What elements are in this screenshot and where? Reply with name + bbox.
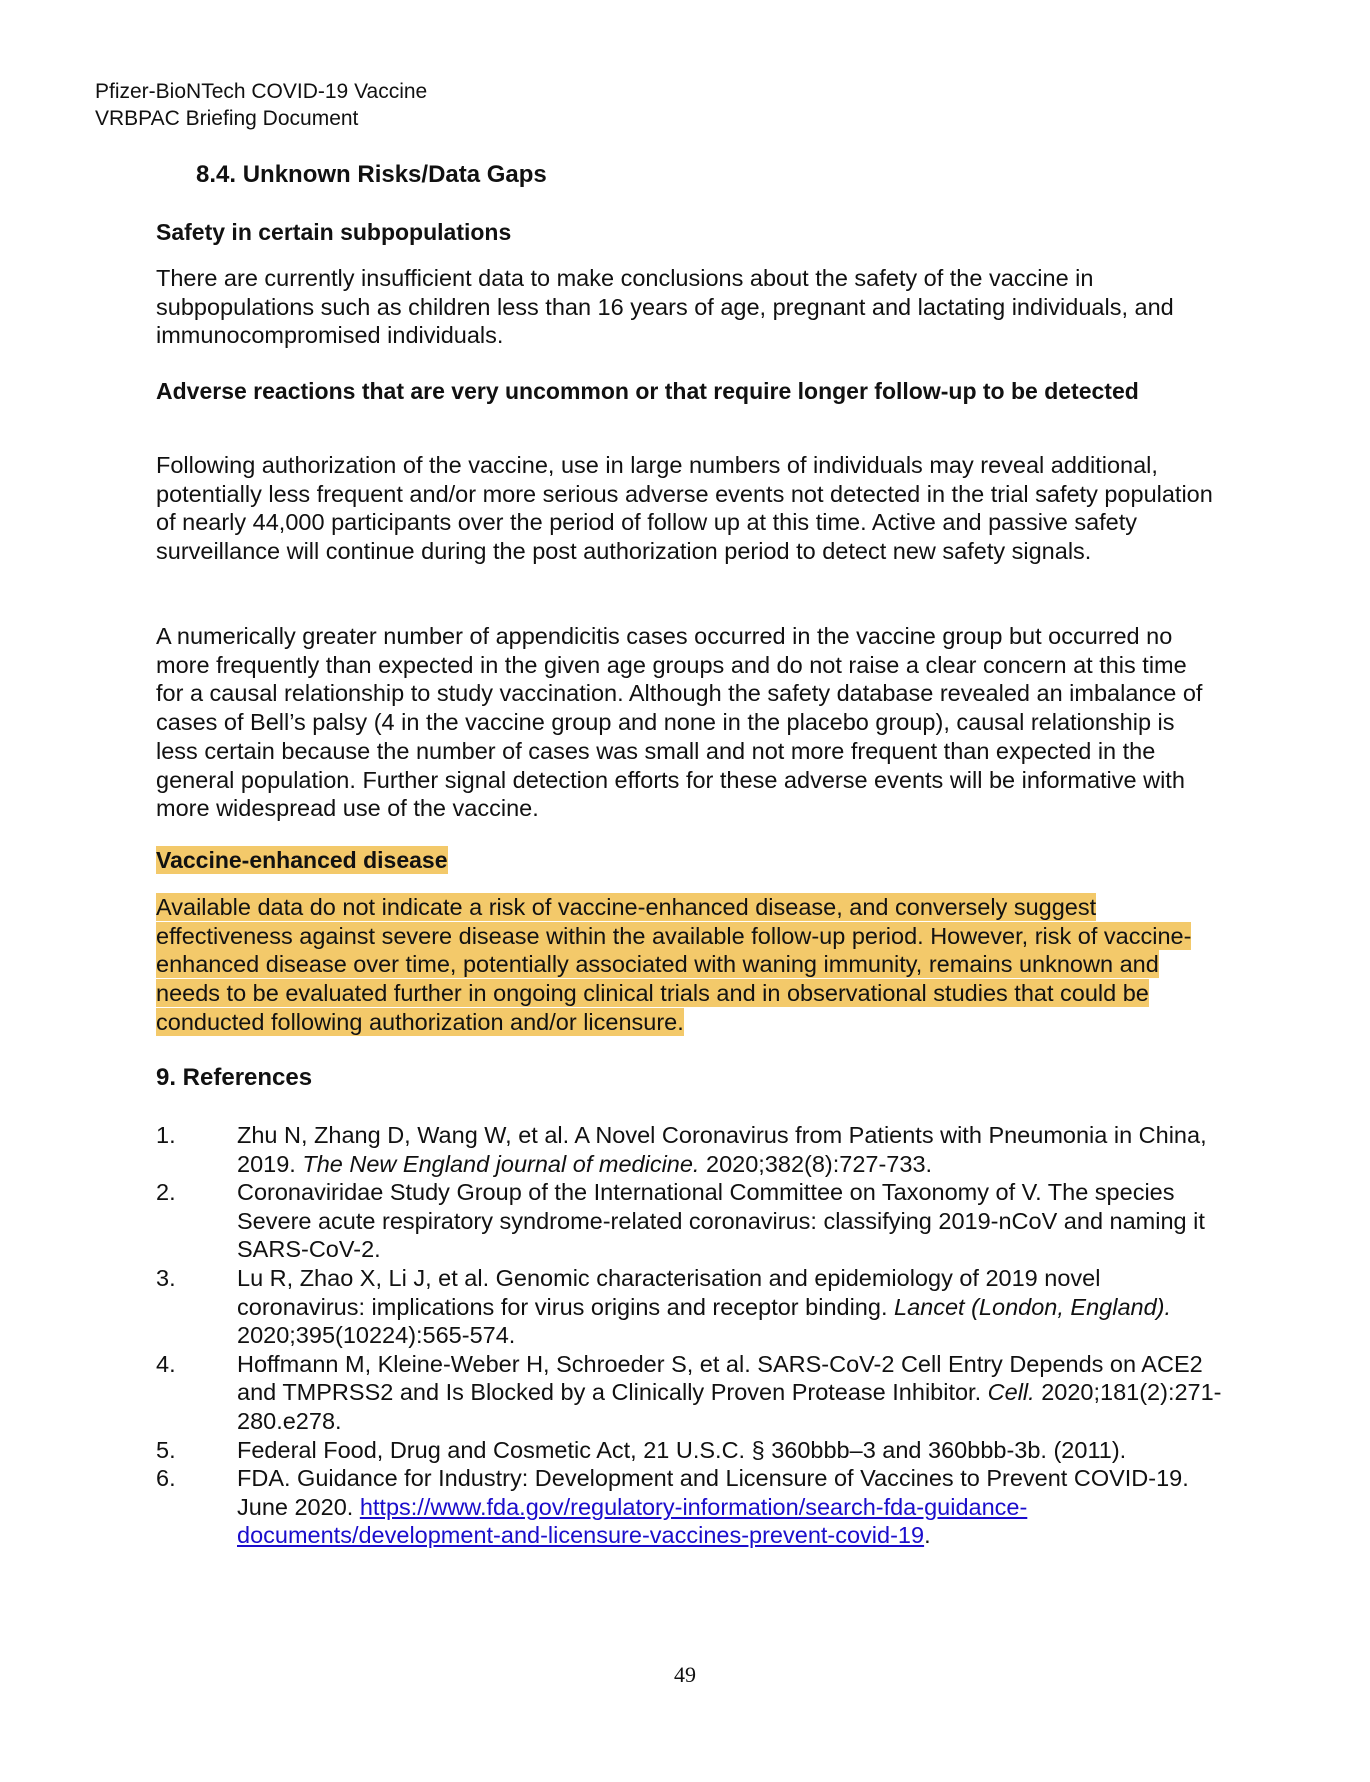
reference-text: Federal Food, Drug and Cosmetic Act, 21 U.S.C. § 360bbb–3 and 360bbb-3b. (2011).	[237, 1436, 1127, 1463]
reference-item	[156, 1436, 1226, 1465]
reference-item	[156, 1350, 1226, 1436]
reference-number: 3.	[156, 1264, 176, 1291]
reference-number: 4.	[156, 1350, 176, 1377]
page-number: 49	[674, 1662, 696, 1687]
adverse-paragraph-1: Following authorization of the vaccine, use in large numbers of individuals may reveal additional, potentially less frequent and/or more serious adverse events not detected in the trial safety population of nearly 44,000 participants over the period of follow up at this time. Active and passive safety surveillance will continue during the post authorization period to detect new safety signals.	[156, 452, 1213, 565]
safety-paragraph: There are currently insufficient data to make conclusions about the safety of the vaccine in subpopulations such as children less than 16 years of age, pregnant and lactating individuals, and immunocompromised individuals.	[156, 265, 1174, 349]
document-header	[95, 78, 427, 132]
reference-item	[156, 1121, 1226, 1178]
reference-text: Zhu N, Zhang D, Wang W, et al. A Novel Coronavirus from Patients with Pneumonia in China, 2019. The New England journal of medicine. 2020;382(8):727-733.	[237, 1122, 1207, 1177]
highlighted-text: Available data do not indicate a risk of vaccine-enhanced disease, and conversely suggest effectiveness against severe disease within the available follow-up period. However, risk of vaccine-enhanced disease over time, potentially associated with waning immunity, remains unknown and needs to be evaluated further in ongoing clinical trials and in observational studies that could be conducted following authorization and/or licensure.	[156, 894, 1192, 1035]
adverse-paragraph-2: A numerically greater number of appendicitis cases occurred in the vaccine group but occurred no more frequently than expected in the given age groups and do not raise a clear concern at this time for a causal relationship to study vaccination. Although the safety database revealed an imbalance of cases of Bell’s palsy (4 in the vaccine group and none in the placebo group), causal relationship is less certain because the number of cases was small and not more frequent than expected in the general population. Further signal detection efforts for these adverse events will be informative with more widespread use of the vaccine.	[156, 623, 1203, 822]
reference-text: FDA. Guidance for Industry: Development and Licensure of Vaccines to Prevent COVID-19. June 2020. https://www.fda.gov/regulatory-information/search-fda-guidance- documents/development-and-licensure-vaccines-prevent-covid-19.	[237, 1465, 1189, 1549]
reference-text: Coronaviridae Study Group of the International Committee on Taxonomy of V. The species Severe acute respiratory syndrome-related coronavirus: classifying 2019-nCoV and naming it SARS-CoV-2.	[237, 1179, 1205, 1263]
reference-text: Lu R, Zhao X, Li J, et al. Genomic characterisation and epidemiology of 2019 novel coronavirus: implications for virus origins and receptor binding. Lancet (London, England). 2020;395(10224):565-574.	[237, 1264, 1172, 1349]
reference-item	[156, 1178, 1226, 1264]
vaccine-enhanced-paragraph	[156, 893, 1216, 1037]
reference-number: 1.	[156, 1122, 176, 1148]
fda-guidance-link[interactable]: https://www.fda.gov/regulatory-information/search-fda-guidance- documents/development-and-licensure-vaccines-prevent-covid-19	[237, 1493, 1028, 1549]
references-heading: 9. References	[156, 1064, 313, 1091]
header-title: Pfizer-BioNTech COVID-19 Vaccine	[95, 80, 428, 103]
vaccine-enhanced-subheading	[156, 846, 1206, 875]
header-subtitle: VRBPAC Briefing Document	[95, 107, 359, 130]
safety-subheading: Safety in certain subpopulations	[156, 219, 512, 245]
reference-item	[156, 1264, 1226, 1350]
adverse-subheading: Adverse reactions that are very uncommon or that require longer follow-up to be detected	[156, 378, 1139, 404]
highlighted-heading: Vaccine-enhanced disease	[156, 847, 448, 873]
reference-number: 5.	[156, 1436, 176, 1463]
references-list	[156, 1121, 1226, 1550]
reference-item	[156, 1464, 1226, 1550]
reference-number: 6.	[156, 1465, 176, 1492]
reference-number: 2.	[156, 1179, 176, 1206]
reference-text: Hoffmann M, Kleine-Weber H, Schroeder S, et al. SARS-CoV-2 Cell Entry Depends on ACE2 and TMPRSS2 and Is Blocked by a Clinically Proven Protease Inhibitor. Cell. 2020;181(2):271-280.e278.	[237, 1350, 1222, 1434]
section-heading: 8.4. Unknown Risks/Data Gaps	[196, 161, 547, 188]
